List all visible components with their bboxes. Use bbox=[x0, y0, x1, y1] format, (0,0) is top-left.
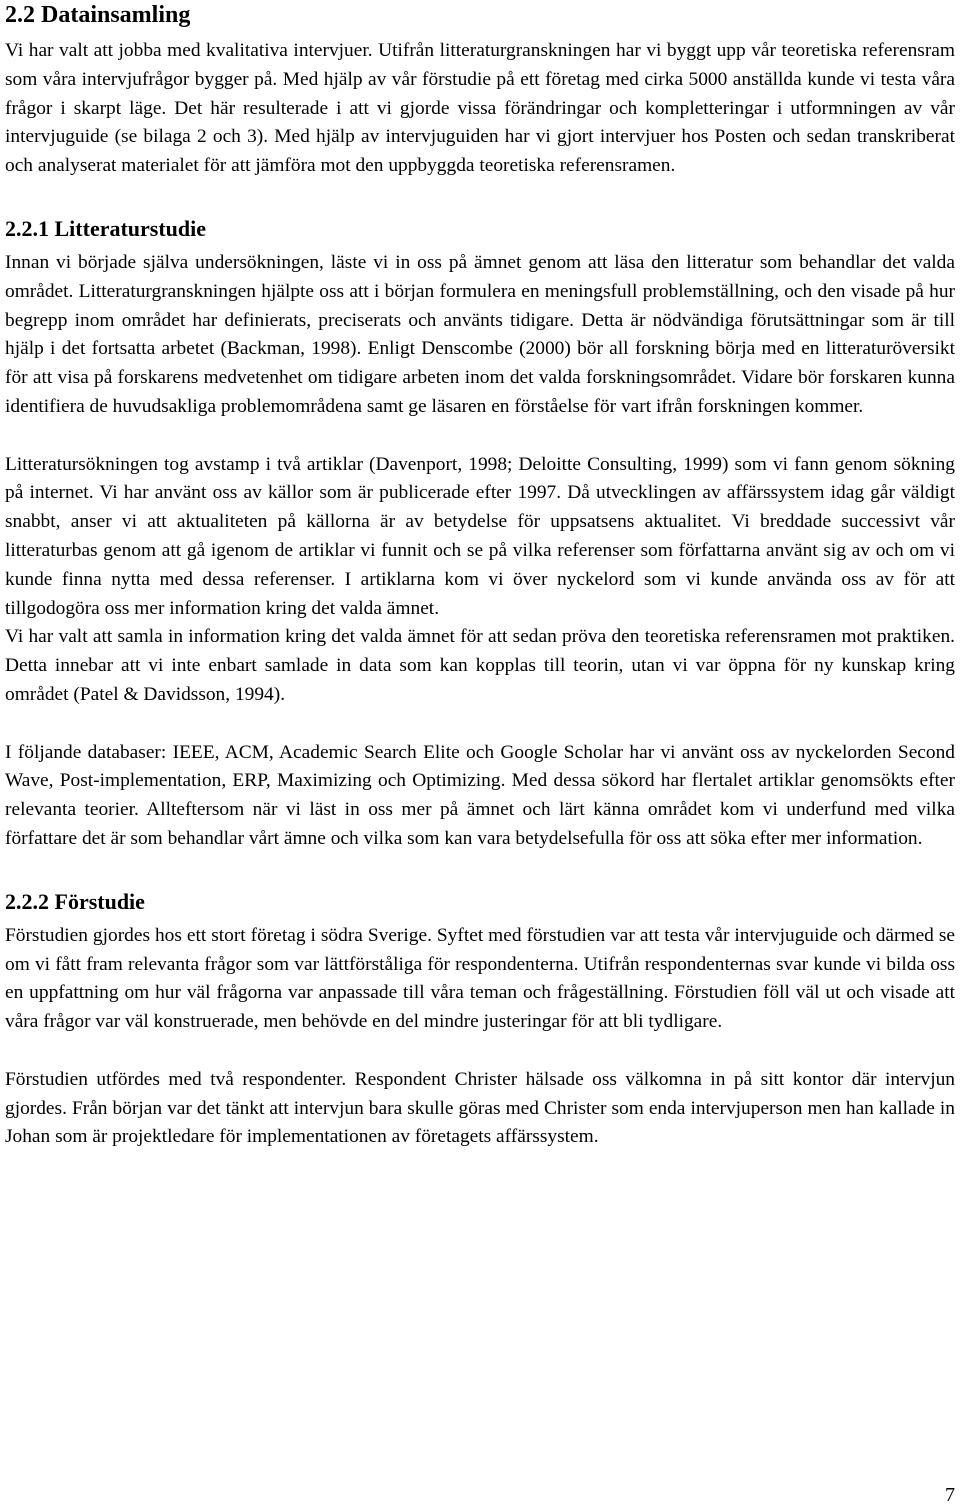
section-heading: 2.2 Datainsamling bbox=[5, 2, 191, 28]
spacer bbox=[5, 854, 955, 888]
spacer bbox=[5, 710, 955, 739]
spacer bbox=[5, 1037, 955, 1066]
litteraturstudie-paragraph-3: Vi har valt att samla in information kring det valda ämnet för att sedan pröva den teoretiska referensramen mot praktiken. Detta innebar att vi inte enbart samlade in data som kan kopplas till teorin, utan vi var öppna för ny kunskap kring området (Patel & Davidsson, 1994). bbox=[5, 626, 955, 705]
litteraturstudie-paragraph-2: Litteratursökningen tog avstamp i två artiklar (Davenport, 1998; Deloitte Consulting, 1999) som vi fann genom sökning på internet. Vi har använt oss av källor som är publicerade efter 1997. Då utvecklingen av affärssystem idag går väldigt snabbt, anser vi att aktualiteten på källorna är av betydelse för uppsatsens aktualitet. Vi breddade successivt vår litteraturbas genom att gå igenom de artiklar vi funnit och se på vilka referenser som författarna använt sig av och om vi kunde finna nytta med dessa referenser. I artiklarna kom vi över nyckelord som vi kunde använda oss av för att tillgodogöra oss mer information kring det valda ämnet. bbox=[5, 453, 955, 619]
document-page bbox=[5, 0, 955, 1152]
section-paragraph: Vi har valt att jobba med kvalitativa intervjuer. Utifrån litteraturgranskningen har vi byggt upp vår teoretiska referensram som våra intervjufrågor bygger på. Med hjälp av vår förstudie på ett företag med cirka 5000 anställda kunde vi testa våra frågor i skarpt läge. Det här resulterade i att vi gjorde vissa förändringar och kompletteringar i utformningen av vår intervjuguide (se bilaga 2 och 3). Med hjälp av intervjuguiden har vi gjort intervjuer hos Posten och sedan transkriberat och analyserat materialet för att jämföra mot den uppbyggda teoretiska referensramen. bbox=[5, 40, 955, 177]
forstudie-paragraph-1: Förstudien gjordes hos ett stort företag i södra Sverige. Syftet med förstudien var att testa vår intervjuguide och därmed se om vi fått fram relevanta frågor som var lättförståliga för respondenterna. Utifrån respondenternas svar kunde vi bilda oss en uppfattning om hur väl frågorna var anpassade till våra teman och frågeställning. Förstudien föll väl ut och visade att våra frågor var väl konstruerade, men behövde en del mindre justeringar för att bli tydligare. bbox=[5, 924, 955, 1033]
spacer bbox=[5, 181, 955, 215]
page-number: 7 bbox=[945, 1484, 955, 1506]
litteraturstudie-paragraph-4: I följande databaser: IEEE, ACM, Academic Search Elite och Google Scholar har vi använt oss av nyckelorden Second Wave, Post-implementation, ERP, Maximizing och Optimizing. Med dessa sökord har flertalet artiklar genomsökts efter relevanta teorier. Allteftersom när vi läst in oss mer på ämnet och lärt känna området kom vi underfund med vilka författare det är som behandlar vårt ämne och vilka som kan vara betydelsefulla för oss att söka efter mer information. bbox=[5, 741, 955, 849]
subsection-heading-litteraturstudie: 2.2.1 Litteraturstudie bbox=[5, 215, 207, 241]
litteraturstudie-paragraph-1: Innan vi började själva undersökningen, läste vi in oss på ämnet genom att läsa den litteratur som behandlar det valda området. Litteraturgranskningen hjälpte oss att i början formulera en meningsfull problemställning, och den visade på hur begrepp inom området har definierats, preciserats och använts tidigare. Detta är nödvändiga förutsättningar som är till hjälp i det fortsatta arbetet (Backman, 1998). Enligt Denscombe (2000) bör all forskning börja med en litteraturöversikt för att visa på forskarens medvetenhet om tidigare arbeten inom det valda forskningsområdet. Vidare bör forskaren kunna identifiera de huvudsakliga problemområdena samt ge läsaren en förståelse för vart ifrån forskningen kommer. bbox=[5, 251, 955, 417]
spacer bbox=[5, 422, 955, 451]
forstudie-paragraph-2: Förstudien utfördes med två respondenter. Respondent Christer hälsade oss välkomna in på sitt kontor där intervjun gjordes. Från början var det tänkt att intervjun bara skulle göras med Christer som enda intervjuperson men han kallade in Johan som är projektledare för implementationen av företagets affärssystem. bbox=[5, 1068, 955, 1148]
subsection-heading-forstudie: 2.2.2 Förstudie bbox=[5, 888, 145, 914]
